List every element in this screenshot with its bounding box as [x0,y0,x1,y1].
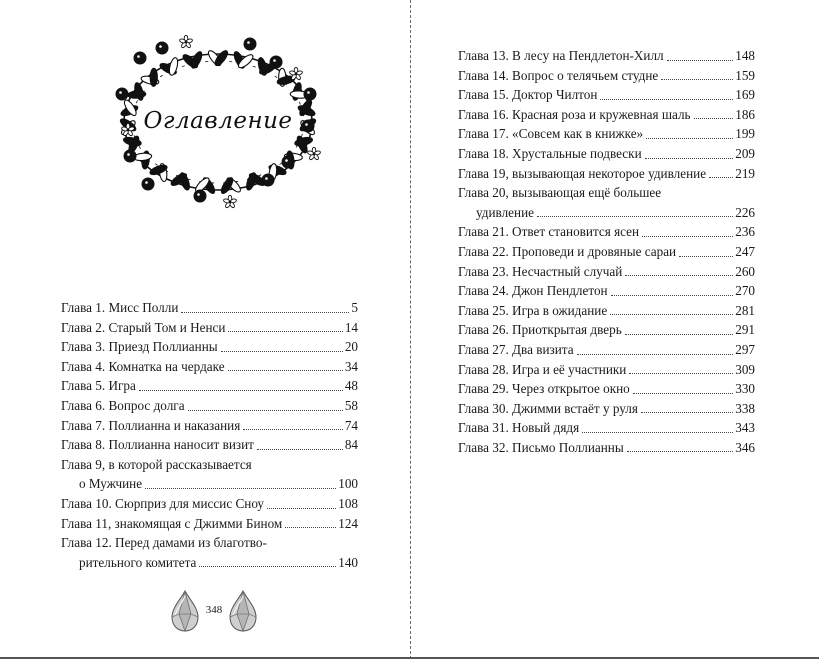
dot-leader [633,393,733,394]
toc-entry-line [61,553,358,573]
chapter-title: Глава 20, вызывающая ещё большее [458,185,662,201]
dot-leader [610,314,733,315]
chapter-page-number: 247 [735,243,755,259]
chapter-page-number: 236 [735,224,755,240]
dot-leader [582,432,733,433]
toc-entry [458,183,755,222]
dot-leader [221,351,343,352]
right-page [411,0,819,659]
dot-leader [642,236,733,237]
chapter-title: Глава 14. Вопрос о телячьем студне [458,67,659,83]
dot-leader [679,256,733,257]
gem-ornament-right [228,590,258,632]
chapter-page-number: 124 [338,515,358,531]
chapter-page-number: 48 [344,378,358,394]
dot-leader [694,118,734,119]
chapter-page-number: 5 [351,300,358,315]
chapter-title: Глава 16. Красная роза и кружевная шаль [458,106,691,122]
dot-leader [285,527,336,528]
toc-entry [458,46,755,66]
wreath-berry [282,156,295,169]
dot-leader [267,508,336,509]
chapter-title: Глава 7. Поллианна и наказания [61,417,241,433]
dot-leader [625,334,733,335]
wreath-berry-highlight [265,177,268,180]
chapter-title: Глава 28. Игра и её участники [458,361,627,377]
wreath-berry-highlight [247,41,250,44]
toc-entry [61,533,358,572]
chapter-page-number: 338 [735,400,755,416]
chapter-title: Глава 12. Перед дамами из благотво- [61,535,267,551]
wreath-berry [262,174,275,187]
toc-entry [458,418,755,438]
toc-entry [458,301,755,321]
chapter-page-number: 84 [344,437,358,453]
toc-entry-line [61,474,358,494]
dot-leader [145,488,336,489]
wreath-berry [116,88,129,101]
dot-leader [625,275,733,276]
chapter-page-number: 309 [735,361,755,377]
chapter-page-number: 100 [338,476,358,492]
chapter-page-number: 169 [735,87,755,103]
toc-entry [61,318,358,338]
toc-entry [458,379,755,399]
chapter-title: Глава 8. Поллианна наносит визит [61,437,254,453]
chapter-title: Глава 31. Новый дядя [458,420,580,436]
toc-entry [61,357,358,377]
chapter-title-continuation: о Мужчине [79,476,143,492]
dot-leader [600,99,733,100]
chapter-page-number: 219 [735,165,755,181]
wreath-berry-highlight [137,55,140,58]
wreath-berry-highlight [119,91,122,94]
chapter-title: Глава 3. Приезд Поллианны [61,339,218,355]
toc-entry [458,360,755,380]
wreath-leaf [168,57,179,76]
gem-ornament-left [170,590,200,632]
chapter-title-continuation: удивление [476,204,534,220]
chapter-title: Глава 29. Через открытое окно [458,381,630,397]
chapter-page-number: 291 [735,322,755,338]
chapter-title: Глава 25. Игра в ожидание [458,302,608,318]
chapter-title: Глава 23. Несчастный случай [458,263,623,279]
dot-leader [199,566,336,567]
toc-list-left [61,298,358,572]
chapter-page-number: 186 [735,106,755,122]
chapter-page-number: 108 [338,495,358,511]
dot-leader [627,451,733,452]
wreath-berry [156,42,169,55]
wreath-berry-highlight [273,59,276,62]
toc-entry [458,399,755,419]
chapter-page-number: 58 [344,397,358,413]
dot-leader [257,449,343,450]
wreath-ornament [100,34,336,212]
toc-entry-line [458,203,755,223]
chapter-page-number: 343 [735,420,755,436]
toc-entry [458,262,755,282]
toc-entry [458,340,755,360]
dot-leader [188,410,343,411]
chapter-page-number: 148 [735,48,755,63]
toc-entry [458,124,755,144]
toc-entry [61,455,358,494]
toc-entry [61,396,358,416]
wreath-berry [304,88,317,101]
chapter-page-number: 199 [735,126,755,142]
chapter-title: Глава 6. Вопрос долга [61,397,185,413]
wreath-berry-highlight [127,153,130,156]
toc-entry [61,514,358,534]
chapter-page-number: 34 [344,358,358,374]
contents-heading: Оглавление [143,108,293,134]
chapter-page-number: 260 [735,263,755,279]
wreath-berry [194,190,207,203]
toc-entry [458,144,755,164]
toc-entry [458,222,755,242]
dot-leader [228,370,343,371]
dot-leader [661,79,733,80]
toc-entry [458,438,755,458]
toc-entry [61,337,358,357]
dot-leader [577,354,734,355]
chapter-title: Глава 15. Доктор Чилтон [458,87,598,103]
chapter-page-number: 209 [735,145,755,161]
chapter-page-number: 159 [735,67,755,83]
chapter-page-number: 14 [344,319,358,335]
chapter-page-number: 346 [735,439,755,455]
chapter-title: Глава 2. Старый Том и Ненси [61,319,226,335]
chapter-page-number: 226 [735,204,755,220]
chapter-title: Глава 26. Приоткрытая дверь [458,322,622,338]
page-number: 348 [205,604,223,616]
chapter-title: Глава 24. Джон Пендлетон [458,283,608,299]
chapter-page-number: 20 [344,339,358,355]
wreath-berry-highlight [285,159,288,162]
dot-leader [629,373,733,374]
toc-entry [61,376,358,396]
toc-entry [458,164,755,184]
wreath-berry-highlight [159,45,162,48]
chapter-title: Глава 22. Проповеди и дровяные сараи [458,243,677,259]
wreath-berry [142,178,155,191]
dot-leader [139,390,343,391]
toc-entry [458,105,755,125]
toc-entry [61,416,358,436]
chapter-page-number: 140 [338,554,358,570]
chapter-title: Глава 32. Письмо Поллианны [458,439,624,455]
toc-entry [458,66,755,86]
dot-leader [181,312,349,313]
dot-leader [243,429,343,430]
chapter-page-number: 297 [735,341,755,357]
toc-entry [458,281,755,301]
page-footer [170,590,270,632]
wreath-berry-highlight [145,181,148,184]
chapter-page-number: 270 [735,283,755,299]
chapter-title: Глава 4. Комнатка на чердаке [61,358,225,374]
chapter-title: Глава 9, в которой рассказывается [61,456,252,472]
dot-leader [641,412,733,413]
wreath-berry-highlight [197,193,200,196]
chapter-title: Глава 18. Хрустальные подвески [458,145,642,161]
toc-entry [458,85,755,105]
dot-leader [228,331,342,332]
chapter-title: Глава 21. Ответ становится ясен [458,224,640,240]
wreath-flower-center [313,153,316,156]
toc-entry [61,435,358,455]
dot-leader [646,138,733,139]
chapter-page-number: 330 [735,381,755,397]
chapter-title: Глава 19, вызывающая некоторое удивление [458,165,707,181]
chapter-title-continuation: рительного комитета [79,554,197,570]
wreath-berry [270,56,283,69]
toc-list-right [458,46,755,457]
dot-leader [709,177,733,178]
chapter-title: Глава 5. Игра [61,378,136,394]
chapter-title: Глава 10. Сюрприз для миссис Сноу [61,495,265,511]
wreath-flower-center [229,201,232,204]
chapter-title: Глава 17. «Совсем как в книжке» [458,126,644,142]
toc-entry [458,242,755,262]
wreath-berry [244,38,257,51]
chapter-page-number: 281 [735,302,755,318]
wreath-leaf [150,68,157,86]
wreath-flower-center [295,73,298,76]
dot-leader [537,216,733,217]
chapter-title: Глава 1. Мисс Полли [61,300,179,315]
wreath-flower-center [185,41,188,44]
dot-leader [667,60,734,61]
wreath-berry [124,150,137,163]
dot-leader [611,295,734,296]
wreath-berry [134,52,147,65]
toc-entry [61,298,358,318]
chapter-title: Глава 11, знакомящая с Джимми Бином [61,515,283,531]
wreath-berry-highlight [307,91,310,94]
chapter-title: Глава 27. Два визита [458,341,574,357]
chapter-page-number: 74 [344,417,358,433]
dot-leader [645,158,734,159]
toc-entry [458,320,755,340]
toc-entry [61,494,358,514]
chapter-title: Глава 13. В лесу на Пендлетон-Хилл [458,48,664,63]
chapter-title: Глава 30. Джимми встаёт у руля [458,400,638,416]
